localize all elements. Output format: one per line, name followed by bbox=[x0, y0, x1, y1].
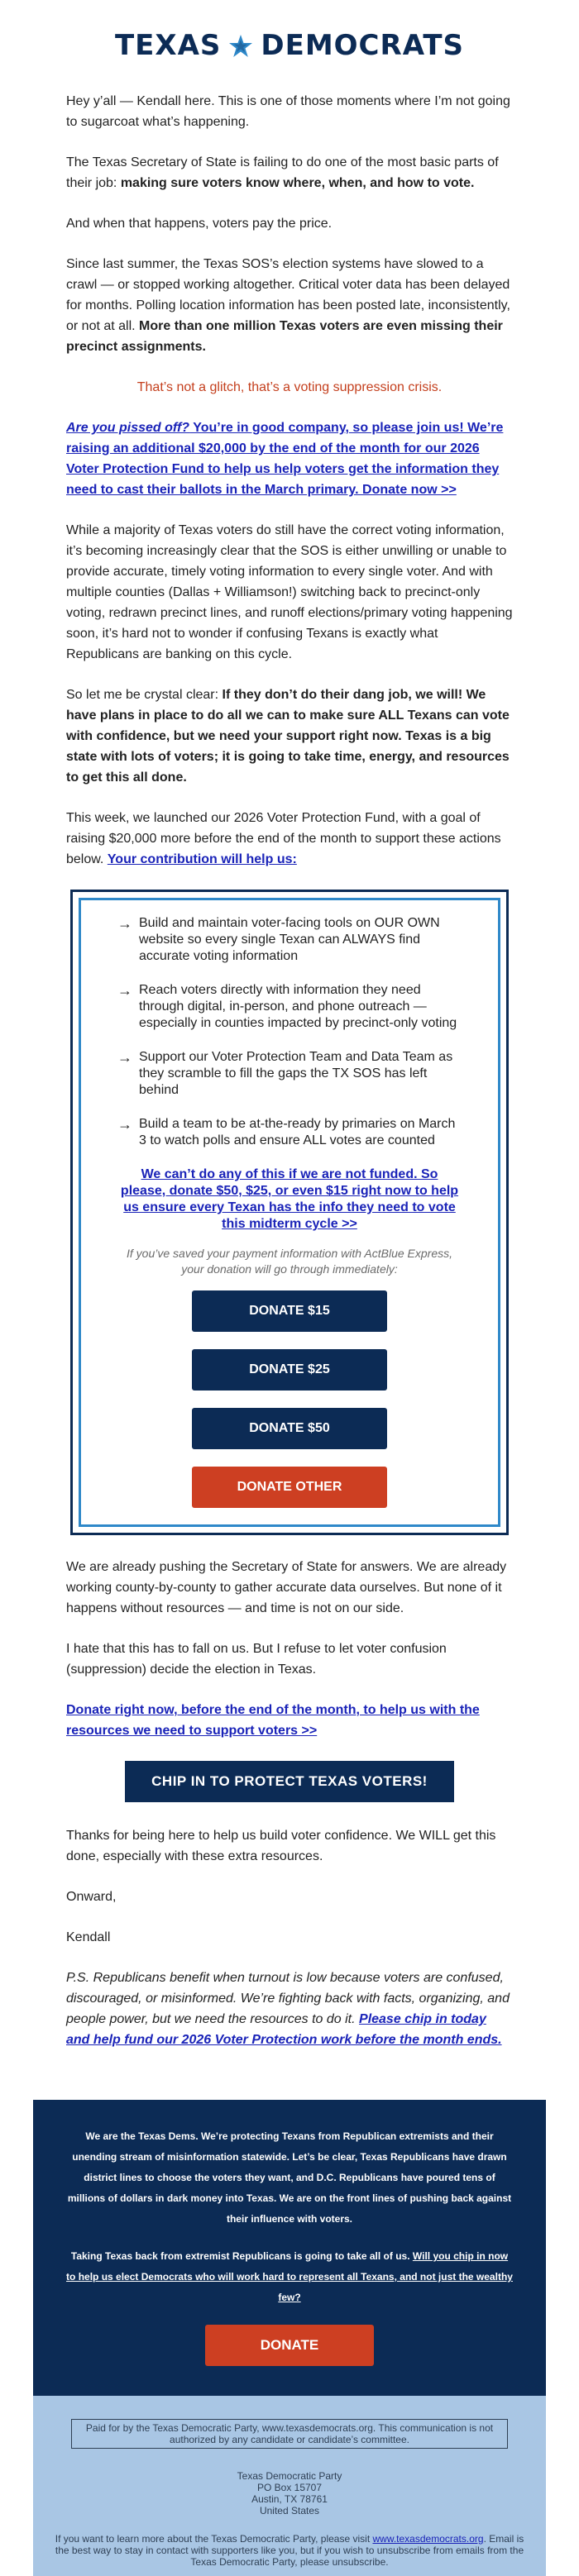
arrow-right-icon: → bbox=[117, 1049, 132, 1066]
address-line: United States bbox=[259, 2505, 320, 2516]
list-item: → Support our Voter Protection Team and Data Team as they scramble to fill the gaps the TX SOS has left behind bbox=[117, 1049, 453, 1097]
paid-for-by-disclaimer: Paid for by the Texas Democratic Party, www.texasdemocrats.org. This communication is not authorized by any candidate or candidate’s committee. bbox=[71, 2419, 508, 2449]
list-item: → Reach voters directly with information they need through digital, in-person, and phone outreach — especially in counties impacted by precinct-only voting bbox=[117, 982, 457, 1030]
bold-text: If they don’t do their dang job, we will! We have plans in place to do all we can to make sure ALL Texans can vote with confidence, but we need your support right now. Texas is a big state with lots of voters; it is going to take time, energy, and resources to get this all done. bbox=[66, 688, 510, 785]
fund-list bbox=[117, 915, 462, 1149]
paragraph-sos-failing: The Texas Secretary of State is failing to do one of the most basic parts of their job: making sure voters know where, when, and how to vote. bbox=[66, 155, 499, 190]
fund-box-inner bbox=[79, 898, 500, 1527]
address-line: Austin, TX 78761 bbox=[251, 2493, 328, 2505]
paragraph-crystal-clear: So let me be crystal clear: If they don’t do their dang job, we will! We have plans in place to do all we can to make sure ALL Texans can vote with confidence, but we need your support right now. Texas is a big state with lots of voters; it is going to take time, energy, and resources to get this all done. bbox=[66, 688, 510, 785]
logo-left-text: TEXAS bbox=[114, 29, 222, 62]
intro-paragraph: Hey y’all — Kendall here. This is one of those moments where I’m not going to sugarcoat what’s happening. bbox=[66, 94, 510, 129]
suppression-crisis-headline: That’s not a glitch, that’s a voting suppression crisis. bbox=[136, 380, 443, 394]
paragraph-crawl: Since last summer, the Texas SOS’s election systems have slowed to a crawl — or stopped working altogether. Critical voter data has been delayed for months. Polling location information has been posted late, inconsistently, or not at all. More than one million Texas voters are even missing their precinct assignments. bbox=[66, 257, 510, 354]
bold-text: More than one million Texas voters are even missing their precinct assignments. bbox=[66, 319, 503, 354]
paragraph-thanks: Thanks for being here to help us build voter confidence. We WILL get this done, especially with these extra resources. bbox=[66, 1829, 496, 1863]
sign-off: Onward, bbox=[66, 1890, 117, 1904]
footer-legal-section bbox=[33, 2396, 546, 2576]
paragraph-fund-launch: This week, we launched our 2026 Voter Protection Fund, with a goal of raising $20,000 more before the end of the month to support these actions below. Your contribution will help us: bbox=[66, 811, 501, 866]
fund-cta bbox=[117, 1166, 462, 1233]
footer-about: We are the Texas Dems. We’re protecting Texans from Republican extremists and their unending stream of misinformation statewide. Let’s be clear, Texas Republicans have drawn district lines to choose the voters they want, and D.C. Republicans have poured tens of millions of dollars in dark money into Texas. We are on the front lines of pushing back against their influence with voters. bbox=[67, 2130, 512, 2225]
bold-text: making sure voters know where, when, and how to vote. bbox=[120, 176, 475, 190]
fund-cta-link[interactable]: We can’t do any of this if we are not funded. So please, donate $50, $25, or even $15 right now to help us ensure every Texan has the info they need to vote this midterm cycle >> bbox=[120, 1167, 459, 1231]
header bbox=[0, 0, 579, 91]
fund-box bbox=[70, 890, 509, 1535]
arrow-right-icon: → bbox=[117, 982, 132, 999]
list-item: → Build and maintain voter-facing tools on OUR OWN website so every single Texan can ALWAYS find accurate voting information bbox=[117, 915, 440, 963]
arrow-right-icon: → bbox=[117, 1116, 132, 1133]
donate-other-button[interactable]: DONATE OTHER bbox=[192, 1467, 387, 1508]
paragraph-majority: While a majority of Texas voters do still have the correct voting information, it’s becoming increasingly clear that the SOS is either unwilling or unable to provide accurate, timely voting information to every single voter. And with multiple counties (Dallas + Williamson!) switching back to precinct-only voting, redrawn precinct lines, and runoff elections/primary voting happening soon, it’s hard not to wonder if confusing Texans is exactly what Republicans are banking on this cycle. bbox=[66, 523, 513, 661]
postscript-link[interactable]: Please chip in today and help fund our 2026 Voter Protection work before the month ends. bbox=[66, 2012, 502, 2047]
email-body-continued bbox=[0, 1557, 579, 1741]
arrow-right-icon: → bbox=[117, 915, 132, 932]
website-link[interactable]: www.texasdemocrats.org bbox=[372, 2533, 484, 2545]
address-line: Texas Democratic Party bbox=[237, 2470, 342, 2482]
texas-star-icon bbox=[228, 33, 253, 58]
donate-now-link[interactable]: Are you pissed off? You’re in good company, so please join us! We’re raising an additional $20,000 by the end of the month for our 2026 Voter Protection Fund to help us help voters get the information they need to cast their ballots in the March primary. Donate now >> bbox=[66, 421, 504, 497]
signature-name: Kendall bbox=[66, 1930, 111, 1944]
email-body bbox=[0, 91, 579, 870]
unsubscribe-text: If you want to learn more about the Texas Democratic Party, please visit www.texasdemocrats.org. Email is the best way to stay in contact with supporters like you, but if you wish to unsubscribe from emails from the Texas Democratic Party, please unsubscribe. bbox=[55, 2533, 524, 2568]
donate-right-now-link[interactable]: Donate right now, before the end of the month, to help us with the resources we need to support voters >> bbox=[66, 1703, 480, 1738]
paragraph-price: And when that happens, voters pay the price. bbox=[66, 217, 333, 231]
mailing-address bbox=[53, 2470, 526, 2516]
postscript: P.S. Republicans benefit when turnout is low because voters are confused, discouraged, or misinformed. We’re fighting back with facts, organizing, and people power, but we need the resources to do it. Please chip in today and help fund our 2026 Voter Protection work before the month ends. bbox=[66, 1971, 510, 2047]
paragraph-pushing-sos: We are already pushing the Secretary of State for answers. We are already working county-by-county to gather accurate data ourselves. But none of it happens without resources — and time is not on our side. bbox=[66, 1560, 507, 1615]
logo-right-text: DEMOCRATS bbox=[261, 29, 465, 62]
contribution-link[interactable]: Your contribution will help us: bbox=[107, 852, 297, 866]
footer-chip-in: Taking Texas back from extremist Republicans is going to take all of us. Will you chip in now to help us elect Democrats who will work hard to represent all Texans, and not just the wealthy few? bbox=[66, 2250, 513, 2303]
list-item: → Build a team to be at-the-ready by primaries on March 3 to watch polls and ensure ALL votes are counted bbox=[117, 1116, 456, 1147]
address-line: PO Box 15707 bbox=[256, 2482, 323, 2493]
paragraph-hate-this: I hate that this has to fall on us. But I refuse to let voter confusion (suppression) decide the election in Texas. bbox=[66, 1642, 447, 1677]
donate-15-button[interactable]: DONATE $15 bbox=[192, 1290, 387, 1332]
actblue-note: If you’ve saved your payment information with ActBlue Express, your donation will go through immediately: bbox=[127, 1247, 452, 1276]
email-closing bbox=[0, 1825, 579, 2050]
footer-chip-in-link[interactable]: Will you chip in now to help us elect Democrats who will work hard to represent all Texans, and not just the wealthy few? bbox=[66, 2250, 513, 2303]
donate-right-now-paragraph bbox=[66, 1700, 513, 1741]
footer-blue-section bbox=[33, 2100, 546, 2396]
chip-in-button[interactable]: CHIP IN TO PROTECT TEXAS VOTERS! bbox=[125, 1761, 454, 1802]
texas-democrats-logo bbox=[115, 29, 464, 62]
footer-donate-button[interactable]: DONATE bbox=[205, 2325, 374, 2366]
donate-25-button[interactable]: DONATE $25 bbox=[192, 1349, 387, 1391]
donate-50-button[interactable]: DONATE $50 bbox=[192, 1408, 387, 1449]
donate-now-paragraph bbox=[66, 417, 513, 500]
